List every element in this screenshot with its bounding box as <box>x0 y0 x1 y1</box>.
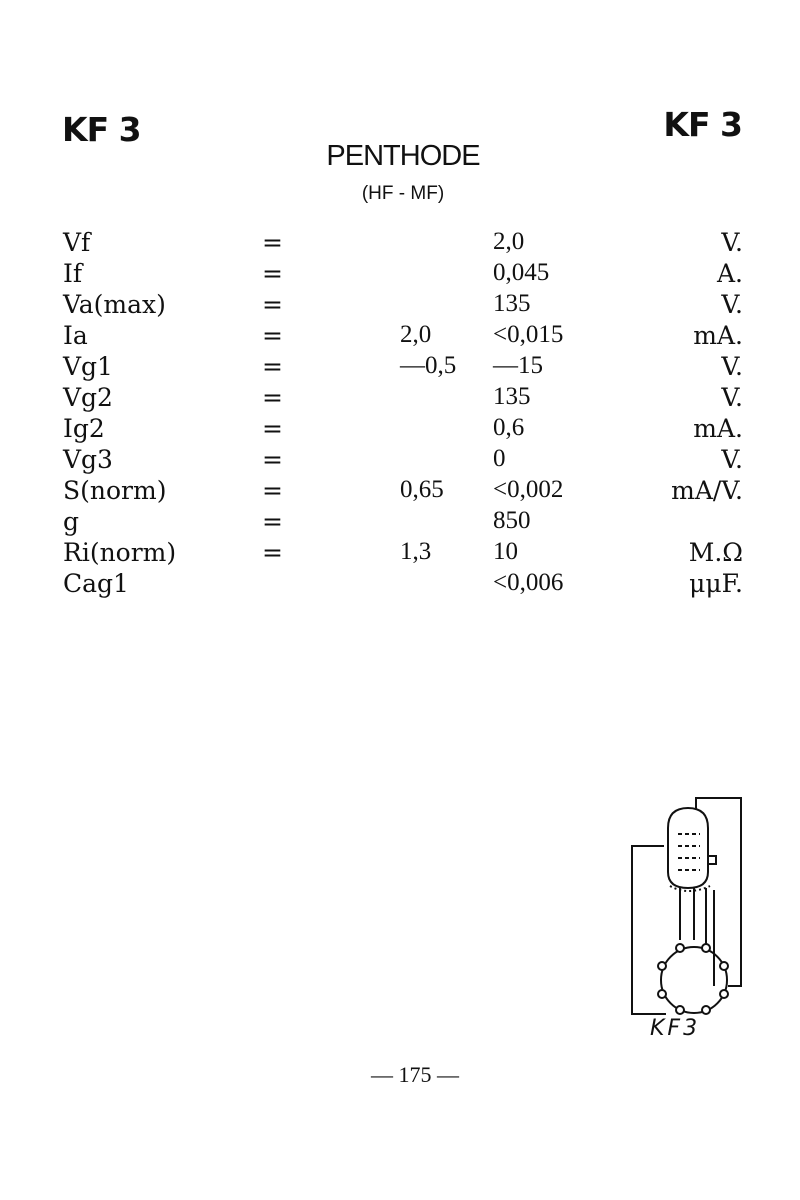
equals-sign: = <box>262 228 283 257</box>
param-unit: mA. <box>693 414 743 443</box>
param-value-2: <0,015 <box>493 321 564 348</box>
tube-envelope-shape <box>668 808 708 888</box>
equals-sign: = <box>262 352 283 381</box>
table-row <box>0 383 800 414</box>
socket-circle-shape <box>661 947 727 1013</box>
param-value-2: 0 <box>493 445 506 472</box>
param-value-2: 135 <box>493 290 531 317</box>
table-row <box>0 321 800 352</box>
tube-type-header-left: KF 3 <box>62 110 141 149</box>
socket-pin-shape <box>676 1006 684 1014</box>
table-row <box>0 352 800 383</box>
socket-pin-shape <box>676 944 684 952</box>
page-title: PENTHODE <box>326 140 480 172</box>
table-row <box>0 445 800 476</box>
param-unit: V. <box>721 383 743 412</box>
param-value-2: 850 <box>493 507 531 534</box>
equals-sign: = <box>262 290 283 319</box>
param-value-2: <0,006 <box>493 569 564 596</box>
table-row <box>0 259 800 290</box>
param-name: Vg1 <box>63 352 113 381</box>
param-name: Cag1 <box>63 569 129 598</box>
param-name: Ri(norm) <box>63 538 177 567</box>
table-row <box>0 569 800 600</box>
param-value-1: 1,3 <box>400 538 432 565</box>
param-unit: V. <box>721 228 743 257</box>
param-name: Vg2 <box>63 383 113 412</box>
param-value-2: 135 <box>493 383 531 410</box>
param-value-1: —0,5 <box>400 352 457 379</box>
socket-pin-shape <box>720 962 728 970</box>
equals-sign: = <box>262 445 283 474</box>
param-name: Vf <box>63 228 91 257</box>
param-value-2: 10 <box>493 538 518 565</box>
grid-lead-line <box>632 846 666 1014</box>
tube-type-header-right: KF 3 <box>663 105 742 144</box>
param-value-1: 0,65 <box>400 476 444 503</box>
diagram-label: KF3 <box>650 1016 701 1041</box>
equals-sign: = <box>262 476 283 505</box>
table-row <box>0 507 800 538</box>
equals-sign: = <box>262 259 283 288</box>
param-unit: μμF. <box>689 569 743 598</box>
param-name: If <box>63 259 83 288</box>
param-value-2: <0,002 <box>493 476 564 503</box>
param-unit: V. <box>721 445 743 474</box>
equals-sign: = <box>262 414 283 443</box>
page-subtitle: (HF - MF) <box>361 183 445 204</box>
param-unit: A. <box>716 259 743 288</box>
table-row <box>0 476 800 507</box>
param-unit: mA/V. <box>671 476 743 505</box>
param-value-2: 2,0 <box>493 228 525 255</box>
table-row <box>0 414 800 445</box>
socket-pin-shape <box>658 990 666 998</box>
param-unit: mA. <box>693 321 743 350</box>
param-name: Ig2 <box>63 414 105 443</box>
parameter-table <box>0 228 800 600</box>
param-name: Ia <box>63 321 88 350</box>
equals-sign: = <box>262 538 283 567</box>
param-name: g <box>63 507 80 536</box>
socket-pin-shape <box>702 1006 710 1014</box>
socket-pin-shape <box>720 990 728 998</box>
param-value-2: —15 <box>493 352 543 379</box>
side-cap-shape <box>708 856 716 864</box>
param-value-2: 0,6 <box>493 414 525 441</box>
tube-pinout-diagram <box>618 790 758 1050</box>
equals-sign: = <box>262 321 283 350</box>
socket-pin-shape <box>658 962 666 970</box>
param-unit: M.Ω <box>688 538 743 567</box>
page-number: — 175 — <box>371 1062 459 1087</box>
param-unit: V. <box>721 290 743 319</box>
table-row <box>0 538 800 569</box>
param-name: Vg3 <box>63 445 113 474</box>
param-unit: V. <box>721 352 743 381</box>
equals-sign: = <box>262 507 283 536</box>
table-row <box>0 228 800 259</box>
param-name: Va(max) <box>63 290 166 319</box>
param-name: S(norm) <box>63 476 167 505</box>
param-value-1: 2,0 <box>400 321 432 348</box>
socket-pin-shape <box>702 944 710 952</box>
param-value-2: 0,045 <box>493 259 550 286</box>
equals-sign: = <box>262 383 283 412</box>
table-row <box>0 290 800 321</box>
